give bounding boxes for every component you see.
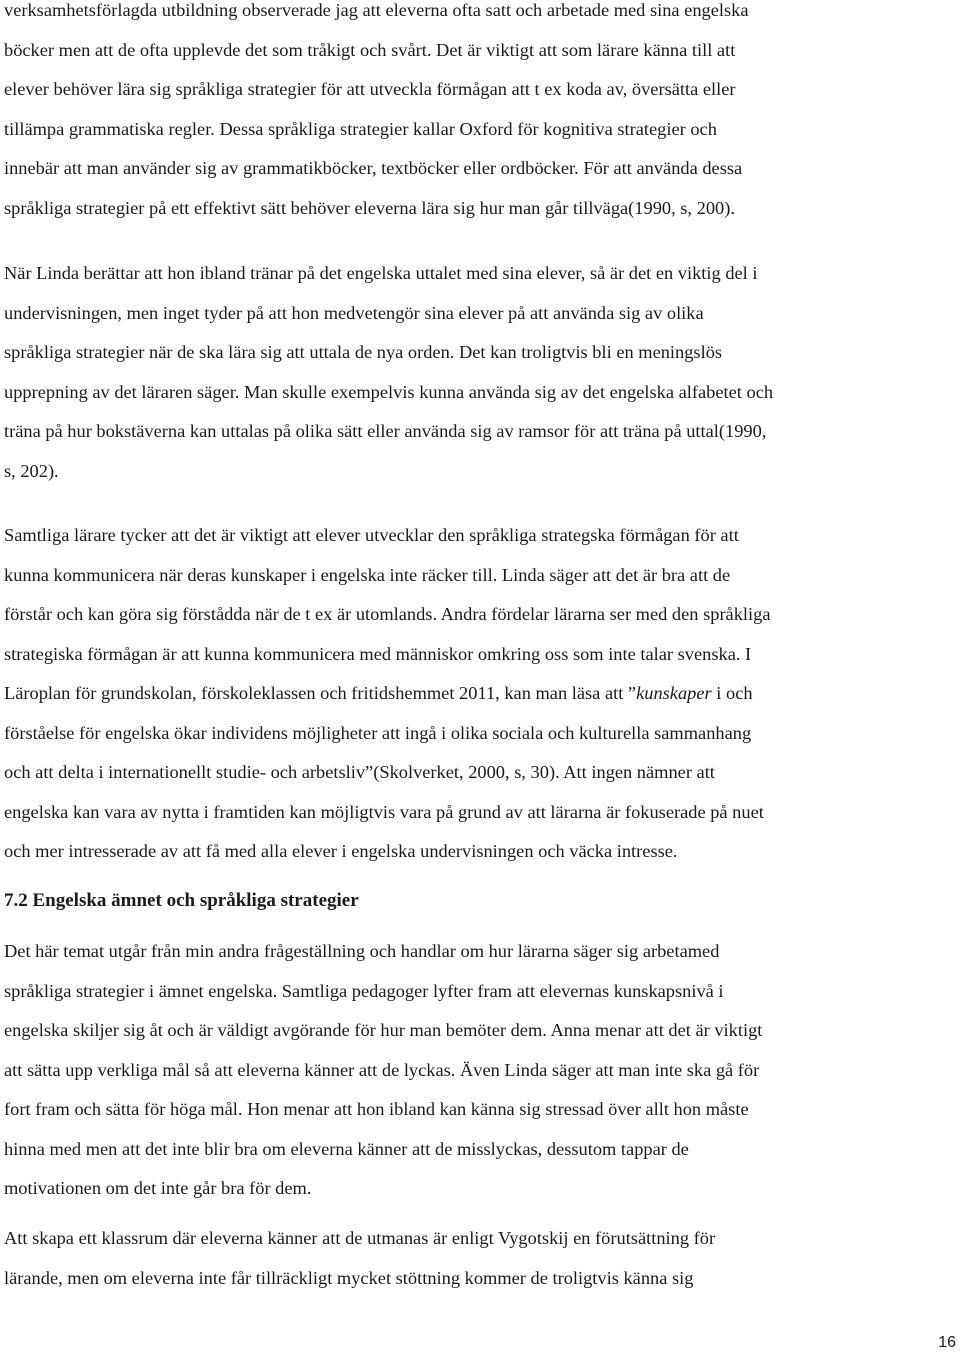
text-line: språkliga strategier när de ska lära sig att uttala de nya orden. Det kan troligtvis bli en meningslös: [4, 342, 723, 362]
text-line: innebär att man använder sig av grammatikböcker, textböcker eller ordböcker. För att använda dessa: [4, 158, 743, 178]
text-span: Läroplan för grundskolan, förskoleklassen och fritidshemmet 2011, kan man läsa att ”: [4, 683, 637, 703]
text-line: undervisningen, men inget tyder på att hon medvetengör sina elever på att använda sig av olika: [4, 302, 704, 323]
text-line: tillämpa grammatiska regler. Dessa språkliga strategier kallar Oxford för kognitiva strategier och: [4, 118, 717, 139]
text-line: hinna med men att det inte blir bra om eleverna känner att de misslyckas, dessutom tappar de: [4, 1138, 689, 1159]
section-heading: 7.2 Engelska ämnet och språkliga strategier: [4, 890, 359, 911]
text-line: När Linda berättar att hon ibland tränar på det engelska uttalet med sina elever, så är det en viktig del i: [4, 263, 758, 283]
text-line: strategiska förmågan är att kunna kommunicera med människor omkring oss som inte talar svenska. I: [4, 643, 752, 664]
text-line: böcker men att de ofta upplevde det som tråkigt och svårt. Det är viktigt att som lärare känna till att: [4, 39, 736, 60]
paragraph-1: [4, 0, 956, 228]
text-line: Det här temat utgår från min andra frågeställning och handlar om hur lärarna säger sig arbetamed: [4, 941, 720, 961]
text-line: att sätta upp verkliga mål så att eleverna känner att de lyckas. Även Linda säger att man inte ska gå för: [4, 1059, 760, 1080]
text-line: verksamhetsförlagda utbildning observerade jag att eleverna ofta satt och arbetade med sina engelska: [4, 0, 749, 20]
text-line: kunna kommunicera när deras kunskaper i engelska inte räcker till. Linda säger att det är bra att de: [4, 564, 731, 585]
text-line: elever behöver lära sig språkliga strategier för att utveckla förmågan att t ex koda av, översätta eller: [4, 79, 736, 99]
text-line: språkliga strategier i ämnet engelska. Samtliga pedagoger lyfter fram att elevernas kunskapsnivå i: [4, 980, 724, 1001]
text-line: träna på hur bokstäverna kan uttalas på olika sätt eller använda sig av ramsor för att träna på uttal(1990,: [4, 421, 767, 441]
page-number: 16: [938, 1334, 956, 1351]
text-span: i och: [711, 683, 753, 703]
paragraph-4: [4, 932, 956, 1209]
text-line: engelska skiljer sig åt och är väldigt avgörande för hur man bemöter dem. Anna menar att det är viktigt: [4, 1020, 763, 1040]
text-line: engelska kan vara av nytta i framtiden kan möjligtvis vara på grund av att lärarna är fokuserade på nuet: [4, 801, 764, 822]
text-line-with-emphasis: [4, 674, 956, 714]
text-line: språkliga strategier på ett effektivt sätt behöver eleverna lära sig hur man går tillväga(1990, s, 200).: [4, 197, 735, 218]
text-line: fort fram och sätta för höga mål. Hon menar att hon ibland kan känna sig stressad över allt hon måste: [4, 1099, 749, 1119]
text-line: Att skapa ett klassrum där eleverna känner att de utmanas är enligt Vygotskij en förutsättning för: [4, 1228, 716, 1248]
text-line: upprepning av det läraren säger. Man skulle exempelvis kunna använda sig av det engelska alfabetet och: [4, 381, 774, 402]
text-line: motivationen om det inte går bra för dem.: [4, 1178, 312, 1198]
text-line: lärande, men om eleverna inte får tillräckligt mycket stöttning kommer de troligtvis känna sig: [4, 1267, 694, 1288]
emphasized-word: kunskaper: [636, 683, 712, 703]
text-line: förståelse för engelska ökar individens möjligheter att ingå i olika sociala och kulturella sammanhang: [4, 722, 752, 743]
text-line: och mer intresserade av att få med alla elever i engelska undervisningen och väcka intresse.: [4, 841, 678, 861]
text-line: Samtliga lärare tycker att det är viktigt att elever utvecklar den språkliga strategska förmågan för att: [4, 525, 739, 545]
text-line: förstår och kan göra sig förstådda när de t ex är utomlands. Andra fördelar lärarna ser med den språkliga: [4, 604, 771, 624]
paragraph-5: [4, 1219, 956, 1298]
text-line: och att delta i internationellt studie- och arbetsliv”(Skolverket, 2000, s, 30). Att ingen nämner att: [4, 762, 715, 782]
paragraph-3: [4, 516, 956, 872]
text-line: s, 202).: [4, 460, 59, 481]
paragraph-2: [4, 254, 956, 491]
